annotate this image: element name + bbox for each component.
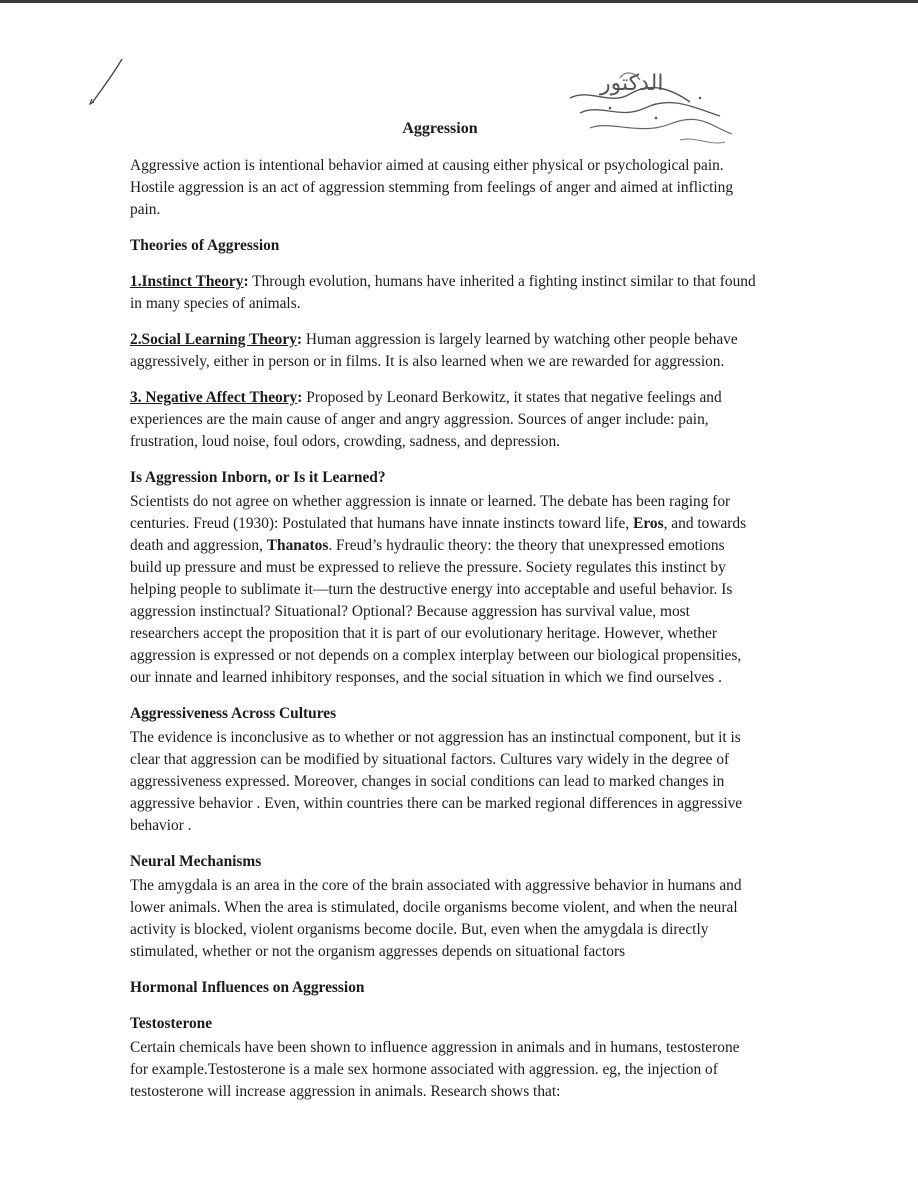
negative-affect-text: Proposed by Leonard Berkowitz, it states that negative feelings and experiences are the main cause of anger and angry aggression. Sources of anger include: pain, frustration, loud noise, foul odors, crowding, sadness, and depression. bbox=[130, 389, 722, 450]
testosterone-heading: Testosterone bbox=[130, 1015, 213, 1032]
inborn-text-2: , and towards death and aggression, bbox=[130, 515, 747, 554]
negative-affect-colon: : bbox=[297, 389, 303, 406]
pen-stroke-mark bbox=[86, 55, 126, 110]
social-learning-colon: : bbox=[296, 331, 303, 348]
negative-affect-label: 3. Negative Affect Theory bbox=[130, 389, 298, 406]
cultures-paragraph: The evidence is inconclusive as to whether or not aggression has an instinctual component, but it is clear that aggression can be modified by situational factors. Cultures vary widely in the degree of aggressiveness expressed. Moreover, changes in social conditions can lead to marked changes in aggressive behavior . Even, within countries there can be marked regional differences in aggressive behavior . bbox=[130, 729, 743, 834]
social-learning-label: 2.Social Learning Theory bbox=[130, 331, 297, 348]
page-title: Aggression bbox=[402, 120, 478, 137]
negative-affect-paragraph bbox=[130, 387, 760, 453]
inborn-paragraph bbox=[130, 491, 760, 689]
neural-heading: Neural Mechanisms bbox=[130, 853, 262, 870]
inborn-text-1: Scientists do not agree on whether aggression is innate or learned. The debate has been raging for centuries. Freud (1930): Postulated that humans have innate instincts toward life, bbox=[130, 493, 731, 532]
testosterone-paragraph: Certain chemicals have been shown to influence aggression in animals and in humans, testosterone for example.Testosterone is a male sex hormone associated with aggression. eg, the injection of testosterone will increase aggression in animals. Research shows that: bbox=[130, 1039, 740, 1100]
social-learning-paragraph bbox=[130, 329, 760, 373]
hormonal-heading: Hormonal Influences on Aggression bbox=[130, 979, 365, 996]
scan-top-edge bbox=[0, 0, 918, 3]
eros-term: Eros bbox=[633, 515, 664, 532]
document-body bbox=[130, 155, 760, 1117]
cultures-heading: Aggressiveness Across Cultures bbox=[130, 705, 337, 722]
thanatos-term: Thanatos bbox=[266, 537, 329, 554]
inborn-heading: Is Aggression Inborn, or Is it Learned? bbox=[130, 469, 386, 486]
svg-text:الدكتور: الدكتور bbox=[600, 71, 664, 96]
social-learning-text: Human aggression is largely learned by watching other people behave aggressively, either in person or in films. It is also learned when we are rewarded for aggression. bbox=[130, 331, 738, 370]
theories-heading: Theories of Aggression bbox=[130, 237, 280, 254]
instinct-theory-colon: : bbox=[243, 273, 249, 290]
arabic-signature-stamp bbox=[560, 58, 740, 158]
instinct-theory-label: 1.Instinct Theory bbox=[130, 273, 244, 290]
instinct-theory-paragraph bbox=[130, 271, 760, 315]
inborn-text-3: . Freud’s hydraulic theory: the theory that unexpressed emotions build up pressure and must be expressed to relieve the pressure. Society regulates this instinct by helping people to sublimate it—turn the destructive energy into acceptable and useful behavior. Is aggression instinctual? Situational? Optional? Because aggression has survival value, most researchers accept the proposition that it is part of our evolutionary heritage. However, whether aggression is expressed or not depends on a complex interplay between our biological propensities, our innate and learned inhibitory responses, and the social situation in which we find ourselves . bbox=[130, 537, 742, 686]
instinct-theory-text: Through evolution, humans have inherited a fighting instinct similar to that found in many species of animals. bbox=[130, 273, 756, 312]
intro-paragraph: Aggressive action is intentional behavior aimed at causing either physical or psychological pain. Hostile aggression is an act of aggression stemming from feelings of anger and aimed at inflicting pain. bbox=[130, 157, 734, 218]
neural-paragraph: The amygdala is an area in the core of the brain associated with aggressive behavior in humans and lower animals. When the area is stimulated, docile organisms become violent, and when the neural activity is blocked, violent organisms become docile. But, even when the amygdala is directly stimulated, whether or not the organism aggresses depends on situational factors bbox=[130, 877, 742, 960]
